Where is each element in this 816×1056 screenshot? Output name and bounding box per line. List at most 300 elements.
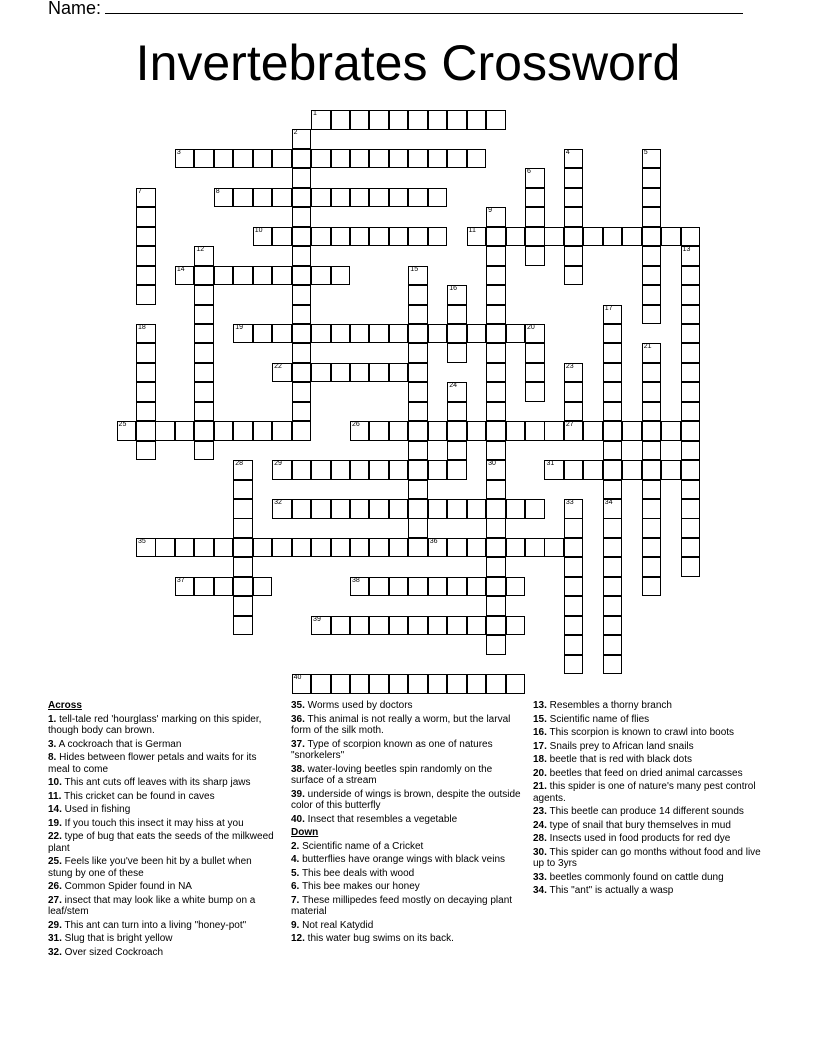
grid-cell[interactable] <box>194 266 214 286</box>
grid-cell[interactable] <box>369 616 389 636</box>
grid-cell[interactable] <box>428 110 448 130</box>
grid-cell[interactable] <box>350 188 370 208</box>
grid-cell[interactable] <box>214 577 234 597</box>
grid-cell[interactable] <box>350 363 370 383</box>
grid-cell[interactable] <box>486 441 506 461</box>
grid-cell[interactable] <box>311 674 331 694</box>
grid-cell[interactable] <box>369 324 389 344</box>
grid-cell[interactable] <box>253 577 273 597</box>
grid-cell[interactable] <box>272 324 292 344</box>
grid-cell[interactable] <box>564 635 584 655</box>
grid-cell[interactable] <box>292 382 312 402</box>
grid-cell[interactable] <box>272 149 292 169</box>
grid-cell[interactable] <box>136 421 156 441</box>
grid-cell[interactable] <box>467 110 487 130</box>
grid-cell[interactable] <box>525 246 545 266</box>
grid-cell[interactable] <box>447 441 467 461</box>
grid-cell[interactable] <box>681 538 701 558</box>
grid-cell[interactable] <box>408 538 428 558</box>
grid-cell[interactable] <box>194 324 214 344</box>
grid-cell[interactable] <box>408 499 428 519</box>
grid-cell[interactable] <box>292 188 312 208</box>
grid-cell[interactable] <box>253 149 273 169</box>
grid-cell[interactable] <box>233 421 253 441</box>
grid-cell[interactable] <box>253 538 273 558</box>
grid-cell[interactable] <box>467 421 487 441</box>
grid-cell[interactable] <box>194 305 214 325</box>
grid-cell[interactable] <box>428 324 448 344</box>
grid-cell[interactable] <box>506 674 526 694</box>
grid-cell[interactable] <box>642 246 662 266</box>
grid-cell[interactable] <box>311 538 331 558</box>
grid-cell[interactable] <box>486 305 506 325</box>
grid-cell[interactable] <box>428 674 448 694</box>
grid-cell[interactable] <box>292 421 312 441</box>
grid-cell[interactable] <box>389 421 409 441</box>
grid-cell[interactable] <box>486 596 506 616</box>
grid-cell[interactable] <box>681 382 701 402</box>
grid-cell[interactable] <box>447 149 467 169</box>
grid-cell[interactable] <box>681 246 701 266</box>
grid-cell[interactable] <box>136 246 156 266</box>
grid-cell[interactable] <box>311 149 331 169</box>
grid-cell[interactable] <box>467 616 487 636</box>
grid-cell[interactable] <box>311 227 331 247</box>
grid-cell[interactable] <box>369 421 389 441</box>
grid-cell[interactable] <box>661 421 681 441</box>
grid-cell[interactable] <box>253 188 273 208</box>
grid-cell[interactable] <box>350 460 370 480</box>
grid-cell[interactable] <box>603 557 623 577</box>
grid-cell[interactable] <box>369 460 389 480</box>
grid-cell[interactable] <box>350 149 370 169</box>
grid-cell[interactable] <box>564 577 584 597</box>
grid-cell[interactable] <box>486 343 506 363</box>
grid-cell[interactable] <box>233 596 253 616</box>
grid-cell[interactable] <box>350 227 370 247</box>
grid-cell[interactable] <box>583 421 603 441</box>
grid-cell[interactable] <box>447 285 467 305</box>
grid-cell[interactable] <box>253 266 273 286</box>
grid-cell[interactable] <box>564 616 584 636</box>
grid-cell[interactable] <box>486 480 506 500</box>
grid-cell[interactable] <box>350 110 370 130</box>
grid-cell[interactable] <box>564 382 584 402</box>
grid-cell[interactable] <box>194 149 214 169</box>
grid-cell[interactable] <box>681 441 701 461</box>
grid-cell[interactable] <box>194 285 214 305</box>
grid-cell[interactable] <box>175 149 195 169</box>
grid-cell[interactable] <box>350 421 370 441</box>
grid-cell[interactable] <box>564 499 584 519</box>
grid-cell[interactable] <box>467 227 487 247</box>
grid-cell[interactable] <box>642 305 662 325</box>
grid-cell[interactable] <box>233 460 253 480</box>
grid-cell[interactable] <box>447 616 467 636</box>
grid-cell[interactable] <box>603 480 623 500</box>
grid-cell[interactable] <box>642 441 662 461</box>
grid-cell[interactable] <box>564 363 584 383</box>
grid-cell[interactable] <box>369 110 389 130</box>
grid-cell[interactable] <box>603 227 623 247</box>
grid-cell[interactable] <box>331 460 351 480</box>
grid-cell[interactable] <box>233 577 253 597</box>
grid-cell[interactable] <box>311 460 331 480</box>
grid-cell[interactable] <box>369 149 389 169</box>
grid-cell[interactable] <box>564 266 584 286</box>
grid-cell[interactable] <box>389 674 409 694</box>
grid-cell[interactable] <box>194 382 214 402</box>
grid-cell[interactable] <box>331 110 351 130</box>
grid-cell[interactable] <box>292 674 312 694</box>
grid-cell[interactable] <box>175 538 195 558</box>
grid-cell[interactable] <box>175 421 195 441</box>
grid-cell[interactable] <box>486 421 506 441</box>
grid-cell[interactable] <box>603 382 623 402</box>
grid-cell[interactable] <box>525 343 545 363</box>
grid-cell[interactable] <box>233 149 253 169</box>
grid-cell[interactable] <box>603 499 623 519</box>
grid-cell[interactable] <box>642 285 662 305</box>
grid-cell[interactable] <box>525 324 545 344</box>
grid-cell[interactable] <box>408 343 428 363</box>
grid-cell[interactable] <box>331 674 351 694</box>
grid-cell[interactable] <box>369 674 389 694</box>
grid-cell[interactable] <box>428 577 448 597</box>
grid-cell[interactable] <box>467 499 487 519</box>
grid-cell[interactable] <box>233 266 253 286</box>
grid-cell[interactable] <box>408 382 428 402</box>
grid-cell[interactable] <box>525 363 545 383</box>
grid-cell[interactable] <box>681 305 701 325</box>
grid-cell[interactable] <box>642 480 662 500</box>
grid-cell[interactable] <box>428 149 448 169</box>
grid-cell[interactable] <box>408 421 428 441</box>
grid-cell[interactable] <box>525 207 545 227</box>
grid-cell[interactable] <box>136 382 156 402</box>
grid-cell[interactable] <box>642 363 662 383</box>
grid-cell[interactable] <box>272 363 292 383</box>
grid-cell[interactable] <box>408 149 428 169</box>
grid-cell[interactable] <box>583 460 603 480</box>
grid-cell[interactable] <box>642 402 662 422</box>
grid-cell[interactable] <box>564 402 584 422</box>
grid-cell[interactable] <box>642 188 662 208</box>
grid-cell[interactable] <box>486 246 506 266</box>
grid-cell[interactable] <box>467 538 487 558</box>
grid-cell[interactable] <box>214 538 234 558</box>
grid-cell[interactable] <box>428 538 448 558</box>
grid-cell[interactable] <box>603 305 623 325</box>
grid-cell[interactable] <box>564 168 584 188</box>
grid-cell[interactable] <box>486 538 506 558</box>
grid-cell[interactable] <box>681 557 701 577</box>
grid-cell[interactable] <box>447 538 467 558</box>
grid-cell[interactable] <box>389 324 409 344</box>
grid-cell[interactable] <box>525 188 545 208</box>
grid-cell[interactable] <box>428 616 448 636</box>
grid-cell[interactable] <box>408 363 428 383</box>
grid-cell[interactable] <box>428 188 448 208</box>
grid-cell[interactable] <box>292 168 312 188</box>
grid-cell[interactable] <box>233 324 253 344</box>
grid-cell[interactable] <box>447 343 467 363</box>
grid-cell[interactable] <box>486 635 506 655</box>
grid-cell[interactable] <box>564 518 584 538</box>
grid-cell[interactable] <box>233 480 253 500</box>
grid-cell[interactable] <box>389 227 409 247</box>
grid-cell[interactable] <box>486 363 506 383</box>
grid-cell[interactable] <box>389 110 409 130</box>
grid-cell[interactable] <box>642 499 662 519</box>
grid-cell[interactable] <box>136 188 156 208</box>
grid-cell[interactable] <box>544 227 564 247</box>
grid-cell[interactable] <box>389 538 409 558</box>
grid-cell[interactable] <box>311 188 331 208</box>
grid-cell[interactable] <box>389 188 409 208</box>
grid-cell[interactable] <box>681 480 701 500</box>
grid-cell[interactable] <box>350 674 370 694</box>
grid-cell[interactable] <box>408 285 428 305</box>
grid-cell[interactable] <box>272 460 292 480</box>
grid-cell[interactable] <box>233 557 253 577</box>
grid-cell[interactable] <box>564 246 584 266</box>
grid-cell[interactable] <box>544 460 564 480</box>
grid-cell[interactable] <box>603 596 623 616</box>
grid-cell[interactable] <box>272 266 292 286</box>
grid-cell[interactable] <box>233 538 253 558</box>
grid-cell[interactable] <box>311 110 331 130</box>
grid-cell[interactable] <box>194 402 214 422</box>
grid-cell[interactable] <box>292 499 312 519</box>
grid-cell[interactable] <box>603 343 623 363</box>
grid-cell[interactable] <box>233 188 253 208</box>
grid-cell[interactable] <box>486 324 506 344</box>
grid-cell[interactable] <box>564 596 584 616</box>
grid-cell[interactable] <box>350 324 370 344</box>
grid-cell[interactable] <box>642 538 662 558</box>
grid-cell[interactable] <box>506 499 526 519</box>
grid-cell[interactable] <box>292 460 312 480</box>
grid-cell[interactable] <box>642 460 662 480</box>
grid-cell[interactable] <box>525 499 545 519</box>
grid-cell[interactable] <box>642 149 662 169</box>
grid-cell[interactable] <box>525 421 545 441</box>
grid-cell[interactable] <box>681 460 701 480</box>
grid-cell[interactable] <box>428 460 448 480</box>
grid-cell[interactable] <box>214 188 234 208</box>
grid-cell[interactable] <box>408 110 428 130</box>
grid-cell[interactable] <box>467 324 487 344</box>
grid-cell[interactable] <box>486 499 506 519</box>
grid-cell[interactable] <box>467 577 487 597</box>
grid-cell[interactable] <box>175 266 195 286</box>
grid-cell[interactable] <box>583 227 603 247</box>
grid-cell[interactable] <box>544 421 564 441</box>
grid-cell[interactable] <box>389 577 409 597</box>
grid-cell[interactable] <box>486 266 506 286</box>
grid-cell[interactable] <box>253 421 273 441</box>
grid-cell[interactable] <box>214 266 234 286</box>
grid-cell[interactable] <box>292 246 312 266</box>
grid-cell[interactable] <box>661 227 681 247</box>
grid-cell[interactable] <box>603 616 623 636</box>
grid-cell[interactable] <box>136 324 156 344</box>
grid-cell[interactable] <box>292 129 312 149</box>
grid-cell[interactable] <box>603 324 623 344</box>
grid-cell[interactable] <box>447 499 467 519</box>
grid-cell[interactable] <box>603 421 623 441</box>
grid-cell[interactable] <box>389 460 409 480</box>
grid-cell[interactable] <box>544 538 564 558</box>
grid-cell[interactable] <box>253 324 273 344</box>
grid-cell[interactable] <box>506 616 526 636</box>
grid-cell[interactable] <box>408 460 428 480</box>
grid-cell[interactable] <box>564 421 584 441</box>
grid-cell[interactable] <box>272 499 292 519</box>
grid-cell[interactable] <box>642 421 662 441</box>
grid-cell[interactable] <box>233 499 253 519</box>
grid-cell[interactable] <box>331 188 351 208</box>
grid-cell[interactable] <box>486 285 506 305</box>
grid-cell[interactable] <box>467 674 487 694</box>
grid-cell[interactable] <box>603 402 623 422</box>
grid-cell[interactable] <box>486 382 506 402</box>
grid-cell[interactable] <box>292 266 312 286</box>
grid-cell[interactable] <box>369 538 389 558</box>
grid-cell[interactable] <box>564 538 584 558</box>
grid-cell[interactable] <box>369 188 389 208</box>
grid-cell[interactable] <box>136 402 156 422</box>
grid-cell[interactable] <box>603 577 623 597</box>
grid-cell[interactable] <box>194 363 214 383</box>
grid-cell[interactable] <box>428 421 448 441</box>
grid-cell[interactable] <box>136 285 156 305</box>
grid-cell[interactable] <box>214 149 234 169</box>
grid-cell[interactable] <box>194 246 214 266</box>
grid-cell[interactable] <box>408 402 428 422</box>
grid-cell[interactable] <box>486 616 506 636</box>
grid-cell[interactable] <box>292 343 312 363</box>
grid-cell[interactable] <box>603 655 623 675</box>
grid-cell[interactable] <box>525 168 545 188</box>
grid-cell[interactable] <box>525 538 545 558</box>
grid-cell[interactable] <box>408 674 428 694</box>
grid-cell[interactable] <box>389 499 409 519</box>
grid-cell[interactable] <box>408 616 428 636</box>
grid-cell[interactable] <box>331 324 351 344</box>
grid-cell[interactable] <box>350 577 370 597</box>
grid-cell[interactable] <box>506 227 526 247</box>
grid-cell[interactable] <box>447 382 467 402</box>
grid-cell[interactable] <box>136 343 156 363</box>
grid-cell[interactable] <box>622 460 642 480</box>
grid-cell[interactable] <box>117 421 137 441</box>
grid-cell[interactable] <box>408 227 428 247</box>
grid-cell[interactable] <box>292 207 312 227</box>
grid-cell[interactable] <box>447 577 467 597</box>
grid-cell[interactable] <box>486 227 506 247</box>
grid-cell[interactable] <box>369 363 389 383</box>
grid-cell[interactable] <box>369 577 389 597</box>
grid-cell[interactable] <box>661 460 681 480</box>
grid-cell[interactable] <box>214 421 234 441</box>
grid-cell[interactable] <box>408 324 428 344</box>
grid-cell[interactable] <box>194 343 214 363</box>
grid-cell[interactable] <box>331 499 351 519</box>
grid-cell[interactable] <box>681 363 701 383</box>
grid-cell[interactable] <box>155 421 175 441</box>
grid-cell[interactable] <box>447 402 467 422</box>
grid-cell[interactable] <box>311 616 331 636</box>
grid-cell[interactable] <box>447 421 467 441</box>
grid-cell[interactable] <box>331 538 351 558</box>
grid-cell[interactable] <box>564 207 584 227</box>
grid-cell[interactable] <box>486 460 506 480</box>
grid-cell[interactable] <box>408 305 428 325</box>
grid-cell[interactable] <box>642 577 662 597</box>
grid-cell[interactable] <box>564 149 584 169</box>
grid-cell[interactable] <box>292 285 312 305</box>
grid-cell[interactable] <box>447 305 467 325</box>
grid-cell[interactable] <box>292 305 312 325</box>
grid-cell[interactable] <box>486 518 506 538</box>
grid-cell[interactable] <box>408 441 428 461</box>
grid-cell[interactable] <box>486 557 506 577</box>
grid-cell[interactable] <box>292 402 312 422</box>
grid-cell[interactable] <box>681 402 701 422</box>
grid-cell[interactable] <box>681 518 701 538</box>
grid-cell[interactable] <box>506 577 526 597</box>
grid-cell[interactable] <box>272 227 292 247</box>
grid-cell[interactable] <box>389 149 409 169</box>
grid-cell[interactable] <box>136 441 156 461</box>
grid-cell[interactable] <box>447 674 467 694</box>
grid-cell[interactable] <box>272 538 292 558</box>
grid-cell[interactable] <box>642 266 662 286</box>
grid-cell[interactable] <box>292 324 312 344</box>
grid-cell[interactable] <box>331 363 351 383</box>
grid-cell[interactable] <box>642 557 662 577</box>
grid-cell[interactable] <box>622 227 642 247</box>
grid-cell[interactable] <box>681 324 701 344</box>
grid-cell[interactable] <box>253 227 273 247</box>
grid-cell[interactable] <box>486 577 506 597</box>
grid-cell[interactable] <box>408 266 428 286</box>
grid-cell[interactable] <box>292 538 312 558</box>
grid-cell[interactable] <box>564 227 584 247</box>
grid-cell[interactable] <box>447 324 467 344</box>
grid-cell[interactable] <box>194 421 214 441</box>
grid-cell[interactable] <box>681 266 701 286</box>
grid-cell[interactable] <box>525 227 545 247</box>
grid-cell[interactable] <box>311 324 331 344</box>
grid-cell[interactable] <box>506 421 526 441</box>
grid-cell[interactable] <box>603 635 623 655</box>
grid-cell[interactable] <box>389 363 409 383</box>
grid-cell[interactable] <box>233 518 253 538</box>
grid-cell[interactable] <box>331 266 351 286</box>
grid-cell[interactable] <box>486 110 506 130</box>
grid-cell[interactable] <box>447 110 467 130</box>
grid-cell[interactable] <box>408 518 428 538</box>
grid-cell[interactable] <box>331 227 351 247</box>
grid-cell[interactable] <box>331 149 351 169</box>
grid-cell[interactable] <box>564 557 584 577</box>
grid-cell[interactable] <box>389 616 409 636</box>
grid-cell[interactable] <box>428 499 448 519</box>
grid-cell[interactable] <box>467 149 487 169</box>
